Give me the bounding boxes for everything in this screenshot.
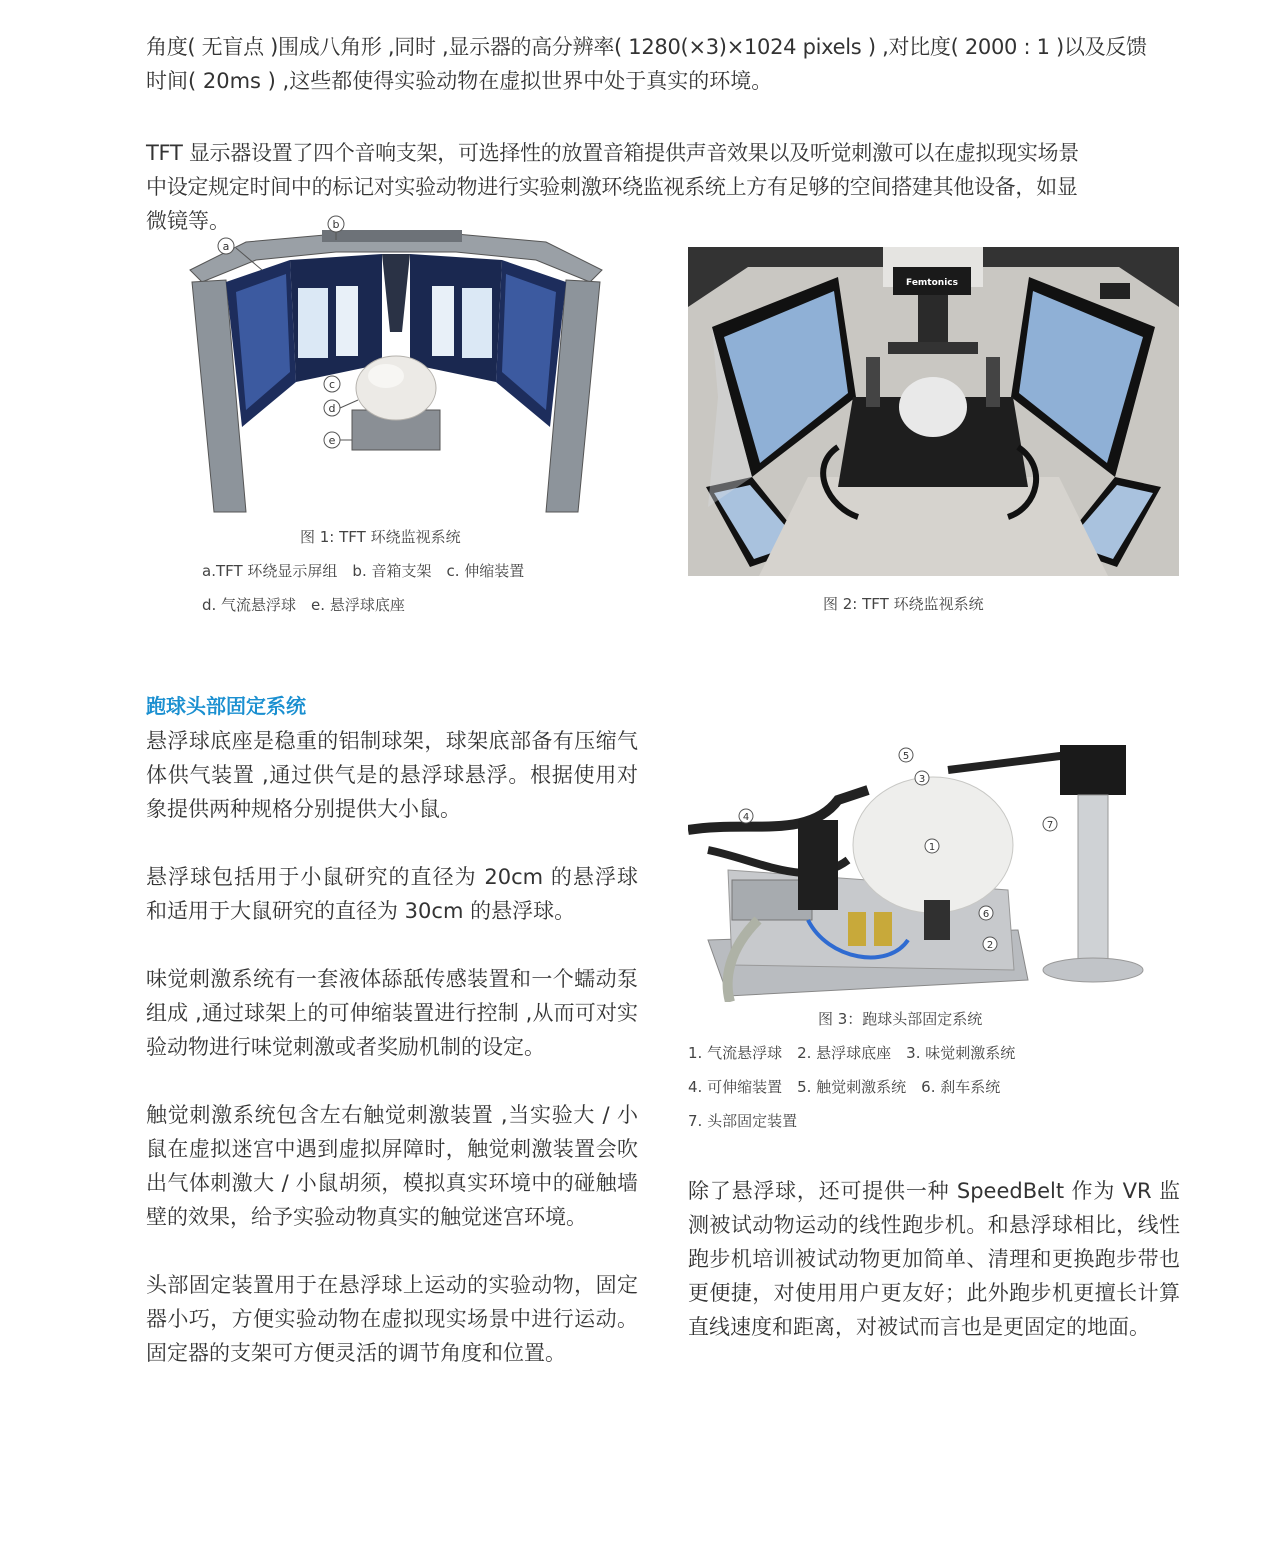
svg-text:b: b (332, 218, 340, 231)
paragraph-touch-system: 触觉刺激系统包含左右触觉刺激装置 ,当实验大 / 小鼠在虚拟迷宫中遇到虚拟屏障时，触觉刺激装置会吹出气体刺激大 / 小鼠胡须，模拟真实环境中的碰触墙壁的效果，给予实验动物真实的触觉迷宫环境。 (146, 1103, 638, 1229)
left-column (146, 724, 638, 1404)
svg-text:2: 2 (986, 940, 994, 951)
figure-3-illustration (688, 740, 1180, 1002)
paragraph-head-fixation: 头部固定装置用于在悬浮球上运动的实验动物，固定器小巧，方便实验动物在虚拟现实场景中进行运动。固定器的支架可方便灵活的调节角度和位置。 (146, 1273, 638, 1365)
figure-3-label-4 (739, 809, 753, 823)
figure-1-caption-line-3: d. 气流悬浮球 e. 悬浮球底座 (202, 596, 405, 614)
intro-para2-line-1: TFT 显示器设置了四个音响支架，可选择性的放置音箱提供声音效果以及听觉刺激可以在虚拟现实场景 (146, 141, 1079, 165)
intro-line-2: 时间( 20ms ) ,这些都使得实验动物在虚拟世界中处于真实的环境。 (146, 69, 773, 93)
intro-para2-line-2: 中设定规定时间中的标记对实验动物进行实验刺激环绕监视系统上方有足够的空间搭建其他设备，如显 (146, 175, 1078, 199)
figure-3-caption-line-3: 4. 可伸缩装置 5. 触觉刺激系统 6. 刹车系统 (688, 1078, 1001, 1096)
figure-2-caption-title: 图 2: TFT 环绕监视系统 (823, 595, 984, 613)
svg-text:4: 4 (742, 812, 750, 823)
figure-3-caption-line-2: 1. 气流悬浮球 2. 悬浮球底座 3. 味觉刺激系统 (688, 1044, 1016, 1062)
figure-2-caption (823, 587, 984, 621)
figure-1-caption-title: 图 1: TFT 环绕监视系统 (300, 528, 461, 546)
figure-3-label-5 (899, 748, 913, 762)
svg-text:e: e (328, 434, 336, 447)
figure-2 (688, 247, 1179, 576)
svg-text:7: 7 (1046, 820, 1054, 831)
intro-paragraph-1 (146, 30, 1186, 98)
svg-text:1: 1 (928, 842, 936, 853)
figure-2-brand: Femtonics (906, 278, 958, 288)
figure-1-caption (202, 520, 524, 622)
figure-1-caption-line-2: a.TFT 环绕显示屏组 b. 音箱支架 c. 伸缩装置 (202, 562, 525, 580)
section-heading: 跑球头部固定系统 (146, 694, 306, 718)
right-column (688, 1174, 1180, 1378)
figure-1-label-c (324, 376, 340, 392)
figure-1 (186, 212, 606, 522)
figure-2-photo (688, 247, 1179, 576)
paragraph-ball-base: 悬浮球底座是稳重的铝制球架，球架底部备有压缩气体供气装置 ,通过供气是的悬浮球悬浮。根据使用对象提供两种规格分别提供大小鼠。 (146, 729, 638, 821)
intro-line-1: 角度( 无盲点 )围成八角形 ,同时 ,显示器的高分辨率( 1280(×3)×1024 pixels ) ,对比度( 2000 : 1 )以及反馈 (146, 35, 1147, 59)
svg-text:d: d (328, 402, 336, 415)
figure-3-caption (688, 1002, 1015, 1138)
figure-3-label-7 (1043, 817, 1057, 831)
figure-3-caption-line-4: 7. 头部固定装置 (688, 1112, 798, 1130)
paragraph-taste-system: 味觉刺激系统有一套液体舔舐传感装置和一个蠕动泵组成 ,通过球架上的可伸缩装置进行控制 ,从而可对实验动物进行味觉刺激或者奖励机制的设定。 (146, 967, 638, 1059)
figure-1-label-e (324, 432, 352, 448)
paragraph-speedbelt: 除了悬浮球，还可提供一种 SpeedBelt 作为 VR 监测被试动物运动的线性跑步机。和悬浮球相比，线性跑步机培训被试动物更加简单、清理和更换跑步带也更便捷，对使用用户更友好；此外跑步机更擅长计算直线速度和距离，对被试而言也是更固定的地面。 (688, 1179, 1180, 1339)
svg-text:6: 6 (982, 909, 990, 920)
figure-3-label-1 (925, 839, 939, 853)
figure-3-label-2 (983, 937, 997, 951)
svg-text:c: c (328, 378, 336, 391)
figure-1-illustration (186, 212, 606, 522)
figure-3 (688, 740, 1180, 1002)
svg-text:3: 3 (918, 774, 926, 785)
svg-text:a: a (222, 240, 230, 253)
figure-3-label-6 (979, 906, 993, 920)
intro-para2-line-3: 微镜等。 (146, 209, 230, 233)
figure-3-label-3 (915, 771, 929, 785)
figure-3-caption-title: 图 3：跑球头部固定系统 (818, 1010, 983, 1028)
svg-text:5: 5 (902, 751, 910, 762)
paragraph-ball-size: 悬浮球包括用于小鼠研究的直径为 20cm 的悬浮球和适用于大鼠研究的直径为 30cm 的悬浮球。 (146, 865, 638, 923)
